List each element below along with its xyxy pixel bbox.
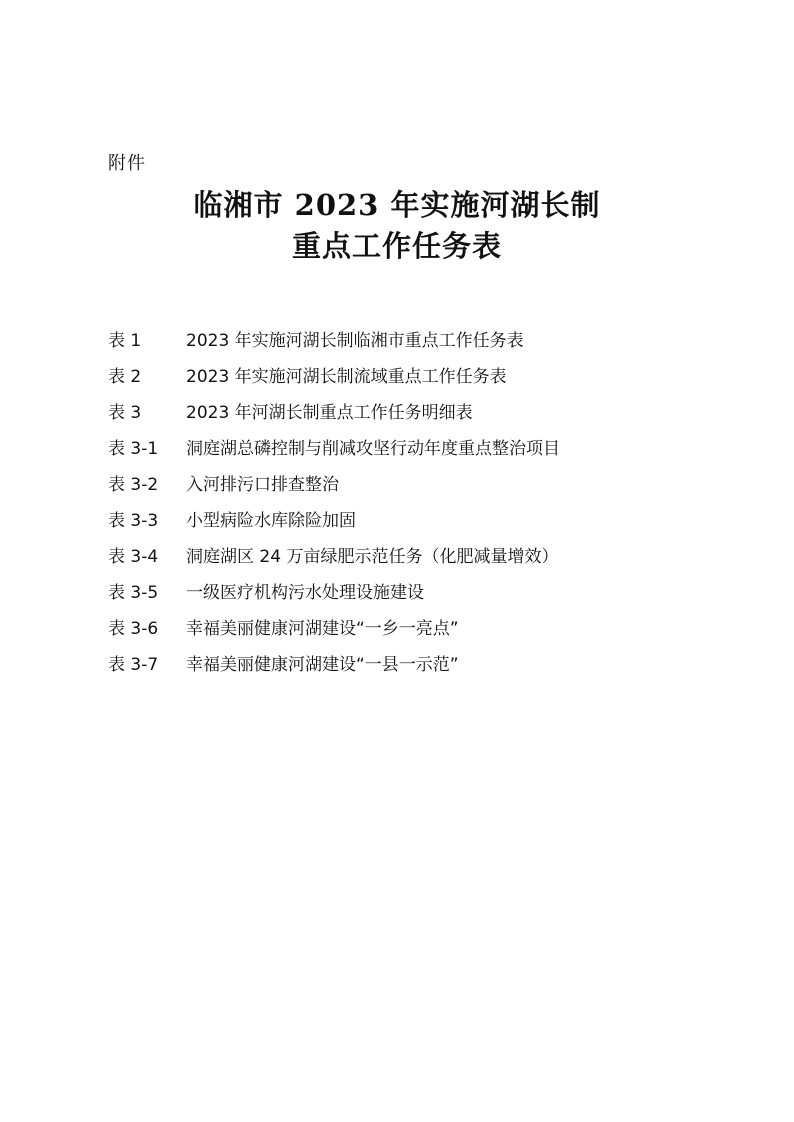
table-list-item [108,428,728,464]
table-list-item [108,392,728,428]
table-title: 2023 年实施河湖长制临湘市重点工作任务表 [186,330,524,351]
table-title: 一级医疗机构污水处理设施建设 [186,582,424,603]
table-list-item [108,608,728,644]
document-title-line-1: 临湘市 2023 年实施河湖长制 [193,188,601,222]
table-number: 表 1 [108,330,142,351]
table-list-item [108,644,728,680]
table-title: 2023 年河湖长制重点工作任务明细表 [186,402,473,423]
table-title: 幸福美丽健康河湖建设“一县一示范” [186,654,459,675]
table-title: 小型病险水库除险加固 [186,510,356,531]
table-list-item [108,536,728,572]
table-number: 表 3-4 [108,546,159,567]
table-number: 表 2 [108,366,142,387]
attachment-label: 附件 [108,153,146,174]
table-title: 入河排污口排查整治 [186,474,339,495]
table-title: 洞庭湖区 24 万亩绿肥示范任务（化肥减量增效） [186,546,559,567]
table-number: 表 3-3 [108,510,159,531]
table-number: 表 3-6 [108,618,159,639]
table-list-item [108,572,728,608]
table-title: 幸福美丽健康河湖建设“一乡一亮点” [186,618,459,639]
table-number: 表 3-2 [108,474,159,495]
document-title-line-2: 重点工作任务表 [291,229,502,263]
table-list [108,320,728,680]
table-number: 表 3-7 [108,654,159,675]
table-number: 表 3-5 [108,582,159,603]
table-list-item [108,500,728,536]
table-title: 洞庭湖总磷控制与削减攻坚行动年度重点整治项目 [186,438,560,459]
table-list-item [108,464,728,500]
table-list-item [108,320,728,356]
table-title: 2023 年实施河湖长制流域重点工作任务表 [186,366,507,387]
table-number: 表 3-1 [108,438,159,459]
table-number: 表 3 [108,402,142,423]
table-list-item [108,356,728,392]
